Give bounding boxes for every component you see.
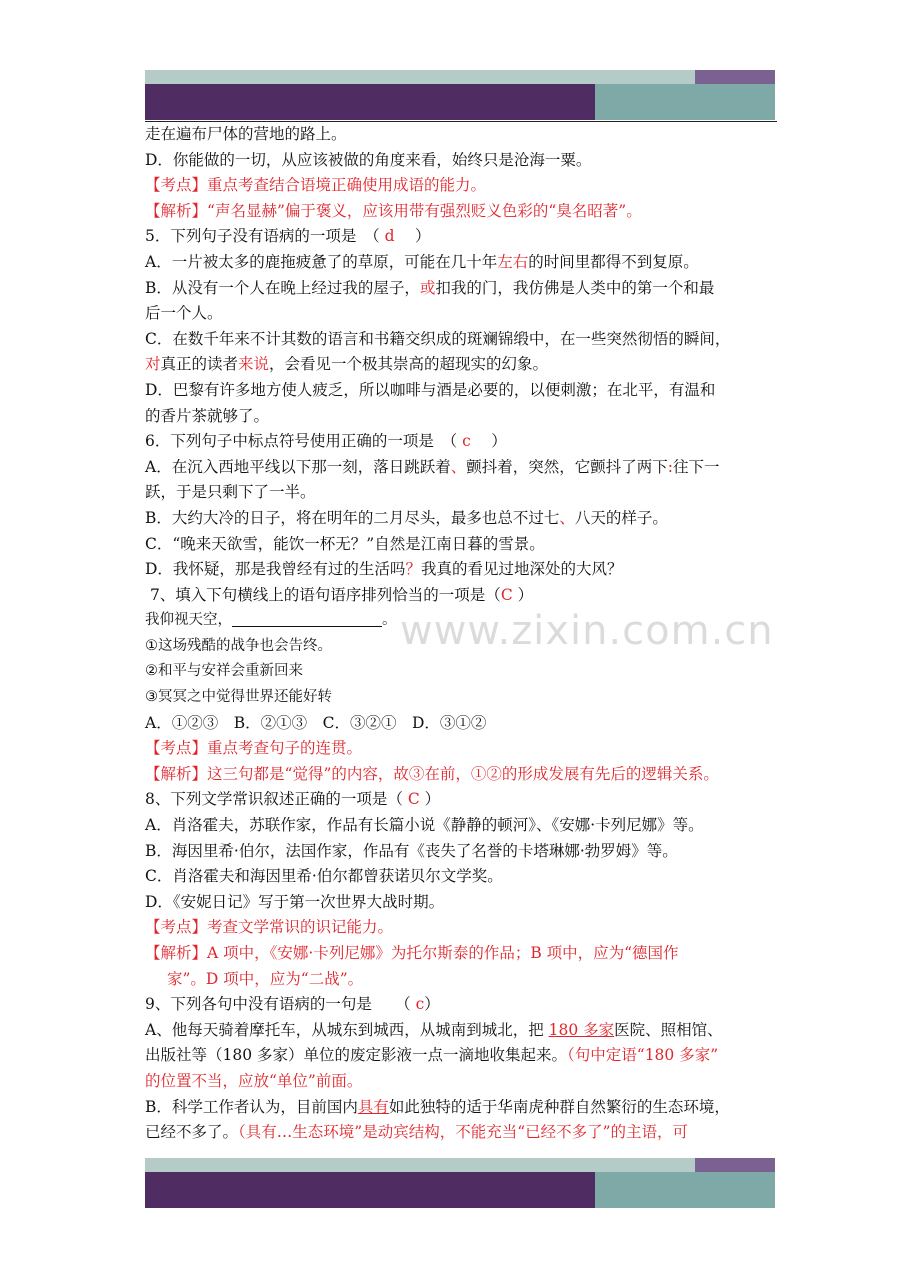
header-band-purple [145,84,595,120]
answer-mark: d [384,227,395,246]
header-band-light [145,70,695,84]
header-band-teal [595,84,775,120]
kaodian-note: 【考点】重点考查句子的连贯。 [145,739,363,758]
option-b: B．海因里希·伯尔，法国作家，作品有《丧失了名誉的卡塔琳娜·勃罗姆》等。 [145,841,678,860]
footer-band-accent [695,1158,775,1172]
kaodian-note: 【考点】重点考查结合语境正确使用成语的能力。 [145,176,487,195]
question-8: 8、下列文学常识叙述正确的一项是（ C ） [145,790,441,809]
jiexi-note-continued: 家”。D 项中，应为“二战”。 [167,969,364,988]
option-a: A．在沉入西地平线以下那一刻，落日跳跃着、颤抖着，突然，它颤抖了两下:往下一 [145,457,720,476]
option-b: B．大约大冷的日子，将在明年的二月尽头，最多也总不过七、八天的样子。 [145,508,668,527]
jiexi-note: 【解析】A 项中，《安娜·卡列尼娜》为托尔斯泰的作品；B 项中，应为“德国作 [145,944,679,962]
option-c: C．在数千年来不计其数的语言和书籍交织成的斑斓锦缎中，在一些突然彻悟的瞬间， [145,329,731,348]
analysis-note: 的位置不当，应放“单位”前面。 [145,1071,363,1090]
kaodian-note: 【考点】考查文学常识的识记能力。 [145,918,394,937]
document-body [145,122,785,1146]
footer-band-light [145,1158,695,1172]
question-5: 5．下列句子没有语病的一项是 （ d ） [145,227,431,246]
question-7: 7、填入下句横线上的语句语序排列恰当的一项是（C ） [149,585,534,604]
answer-options: A．①②③ B．②①③ C．③②① D．③①② [145,713,487,732]
question-6: 6．下列句子中标点符号使用正确的一项是 （ c ） [145,432,507,451]
text-line: 走在遍布尸体的营地的路上。 [145,125,347,143]
answer-mark: c [415,995,425,1014]
option-a: A．肖洛霍夫，苏联作家，作品有长篇小说《静静的顿河》、《安娜·卡列尼娜》等。 [145,816,704,835]
answer-mark: C [500,585,513,604]
text-line: 的香片茶就够了。 [145,406,270,425]
jiexi-note: 【解析】“声名显赫”偏于褒义，应该用带有强烈贬义色彩的“臭名昭著”。 [145,201,642,220]
sentence-1: ①这场残酷的战争也会告终。 [145,637,332,654]
option-a: A、他每天骑着摩托车，从城东到城西，从城南到城北，把 180 多家医院、照相馆、 [145,1020,723,1039]
answer-mark: C [407,790,420,809]
option-d: D．你能做的一切，从应该被做的角度来看，始终只是沧海一粟。 [145,150,592,169]
footer-band-teal [595,1172,775,1208]
option-c: C．“晚来天欲雪，能饮一杯无？”自然是江南日暮的雪景。 [145,534,545,553]
option-b: B．从没有一个人在晚上经过我的屋子，或扣我的门，我仿佛是人类中的第一个和最 [145,278,715,297]
fill-blank-sentence: 我仰视天空， 。 [145,612,397,629]
text-line: 跃，于是只剩下了一半。 [145,483,316,502]
header-band-accent [695,70,775,84]
text-line: 对真正的读者来说，会看见一个极其崇高的超现实的幻象。 [145,355,549,374]
sentence-2: ②和平与安祥会重新回来 [145,663,303,680]
blank-line [232,610,382,627]
text-line: 已经不多了。（具有…生态环境”是动宾结构，不能充当“已经不多了”的主语，可 [145,1123,689,1142]
option-d: D．《安妮日记》写于第一次世界大战时期。 [145,892,445,911]
answer-mark: c [462,432,471,451]
text-line: 出版社等（180 多家）单位的废定影液一点一滴地收集起来。（句中定语“180 多家” [145,1046,719,1065]
text-line: 后一个人。 [145,304,223,323]
jiexi-note: 【解析】这三句都是“觉得”的内容，故③在前，①②的形成发展有先后的逻辑关系。 [145,764,719,783]
watermark: www.zixin.com.cn [400,608,774,654]
sentence-3: ③冥冥之中觉得世界还能好转 [145,689,332,706]
option-d: D．我怀疑，那是我曾经有过的生活吗？我真的看见过地深处的大风？ [145,560,623,579]
footer-band-purple [145,1172,595,1208]
option-a: A．一片被太多的鹿拖疲惫了的草原，可能在几十年左右的时间里都得不到复原。 [145,252,699,271]
option-c: C．肖洛霍夫和海因里希·伯尔都曾获诺贝尔文学奖。 [145,867,503,886]
question-9: 9、下列各句中没有语病的一句是 （ c） [145,995,440,1014]
option-d: D．巴黎有许多地方使人疲乏，所以咖啡与酒是必要的，以便刺激；在北平，有温和 [145,380,716,399]
option-b: B．科学工作者认为，目前国内具有如此独特的适于华南虎种群自然繁衍的生态环境， [145,1097,730,1116]
